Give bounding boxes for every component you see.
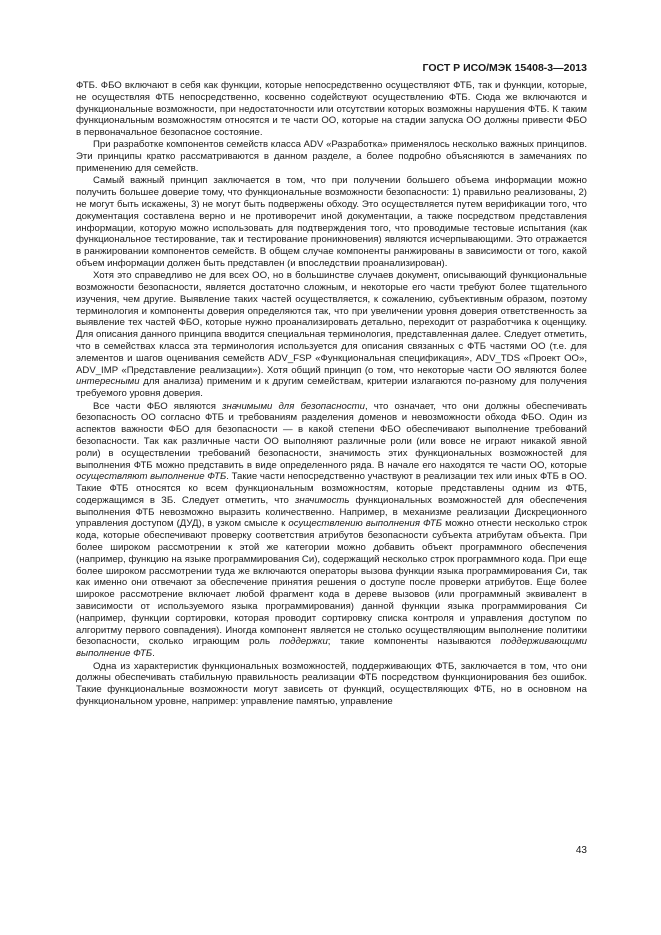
text-run: ; такие компоненты называются xyxy=(327,636,501,648)
text-run: Все части ФБО являются xyxy=(93,400,223,412)
text-run: ФТБ. ФБО включают в себя как функции, которые непосредственно осуществляют ФТБ, так и функции, которые, не осуществляя ФТБ непосредственно, косвенно содействуют осуществлению ФТБ. Сюда же включаются и функциональные возможности, при недостаточности или отсутствии которых возможны нарушения ФТБ. К таким функциональным возможностям относятся и те части ОО, которые на стадии запуска ОО должны привести ФБО в первоначальное безопасное состояние. xyxy=(76,80,587,139)
paragraph xyxy=(76,139,587,174)
text-run: Одна из характеристик функциональных возможностей, поддерживающих ФТБ, заключается в том, что они должны обеспечивать стабильную правильность реализации ФТБ посредством функционирования без ошибок. Такие функциональные возможности могут зависеть от функций, осуществляющих ФТБ, но в основном на функциональном уровне, например: управление памятью, управление xyxy=(76,660,587,707)
text-run: . Такие части непосредственно участвуют в реализации тех или иных ФТБ в ОО. Такие ФТБ относятся ко всем функциональным возможностям, которые представлены одним из ФТБ, содержащимся в ЗБ. Следует отметить, что xyxy=(76,471,587,506)
italic-term: осуществлению выполнения ФТБ xyxy=(288,518,443,530)
paragraph xyxy=(76,80,587,139)
text-run: . xyxy=(152,648,155,660)
italic-term: значимость xyxy=(294,494,350,506)
body-text xyxy=(76,80,587,708)
text-run: Самый важный принцип заключается в том, что при получении большего объема информации можно получить большее доверие тому, что функциональные возможности безопасности: 1) правильно реализованы, 2) не могут быть искажены, 3) не могут быть подвержены обходу. Это осуществляется путем верификации того, что документация составлена верно и не противоречит иной документации, а также посредством представления информации, которую можно использовать для подтверждения того, что проводимые тестовые испытания (как функциональное тестирование, так и тестирование проникновения) являются исчерпывающими. Это отражается в ранжировании компонентов семейств. В общем случае компоненты ранжированы в зависимости от того, какой объем информации должен быть представлен (и впоследствии проанализирован). xyxy=(76,175,587,269)
text-run: для анализа) применим и к другим семействам, критерии излагаются по-разному для получения требуемого уровня доверия. xyxy=(76,376,587,400)
page-number: 43 xyxy=(575,845,587,856)
italic-term: поддержки xyxy=(279,636,328,648)
italic-term: значимыми для безопасности xyxy=(222,400,365,412)
paragraph xyxy=(76,401,587,661)
italic-term: интересными xyxy=(76,376,140,388)
text-run: Хотя это справедливо не для всех ОО, но в большинстве случаев документ, описывающий функциональные возможности безопасности, является достаточно сложным, и некоторые его части требуют более тщательного изучения, чем другие. Выявление таких частей осуществляется, к сожалению, субъективным образом, поэтому терминология и компоненты доверия определяются так, что при увеличении уровня доверия ответственность за выявление тех частей ФБО, которые нужно проанализировать детально, переходит от разработчика к оценщику. Для описания данного принципа вводится специальная терминология, представленная далее. Следует отметить, что в семействах класса эта терминология используется для описания связанных с ФТБ частями ОО (т.е. для элементов и шагов оценивания семейств ADV_FSP «Функциональная спецификация», ADV_TDS «Проект ОО», ADV_IMP «Представление реализации»). Хотя общий принцип (о том, что некоторые части ОО являются более xyxy=(76,270,587,376)
paragraph xyxy=(76,175,587,269)
document-header: ГОСТ Р ИСО/МЭК 15408-3—2013 xyxy=(422,62,587,74)
italic-term: поддерживающими выполнение ФТБ xyxy=(76,636,587,660)
paragraph xyxy=(76,270,587,400)
text-run: можно отнести несколько строк кода, которые обеспечивают проверку соответствия атрибутов безопасности субъекта атрибутам объекта. При более широком рассмотрении к этой же категории можно добавить объект программного обеспечения (например, функцию на языке программирования Си), содержащий несколько строк программного кода. При еще более широком рассмотрении туда же включаются операторы вызова функции языка программирования Си, так как именно они отвечают за обеспечение принятия решения о доступе после проверки атрибутов. Еще более широкое рассмотрение включает любой фрагмент кода в дереве вызовов (или программный эквивалент в зависимости от используемого языка программирования) данной функции языка программирования Си (например, функции сортировки, которая проводит сортировку списка контроля и управления доступом по алгоритму первого совпадения). Иногда компонент является не столько осуществляющим выполнение политики безопасности, сколько играющим роль xyxy=(76,518,587,648)
text-run: При разработке компонентов семейств класса ADV «Разработка» применялось несколько важных принципов. Эти принципы кратко рассматриваются в данном разделе, а более подробно объясняются в замечаниях по применению для семейств. xyxy=(76,139,587,175)
text-run: функциональных возможностей для обеспечения выполнения ФТБ невозможно выразить количественно. Например, в механизме реализации Дискреционного управления доступом (ДУД), в узком смысле к xyxy=(76,494,588,530)
paragraph xyxy=(76,661,587,708)
italic-term: осуществляют выполнение ФТБ xyxy=(76,471,227,483)
text-run: , что означает, что они должны обеспечивать безопасность ОО согласно ФТБ и требованиям разделения доменов и невозможности обхода ФБО. Один из аспектов важности ФБО для безопасности — в какой степени ФБО обеспечивают выполнение требований безопасности. Так как различные части ОО выполняют различные роли (или вовсе не играют никакой явной роли) в осуществлении требований безопасности, значимость этих функциональных возможностей для выполнения ФТБ можно представить в виде определенного ряда. В начале его находятся те части ОО, которые xyxy=(76,400,587,471)
